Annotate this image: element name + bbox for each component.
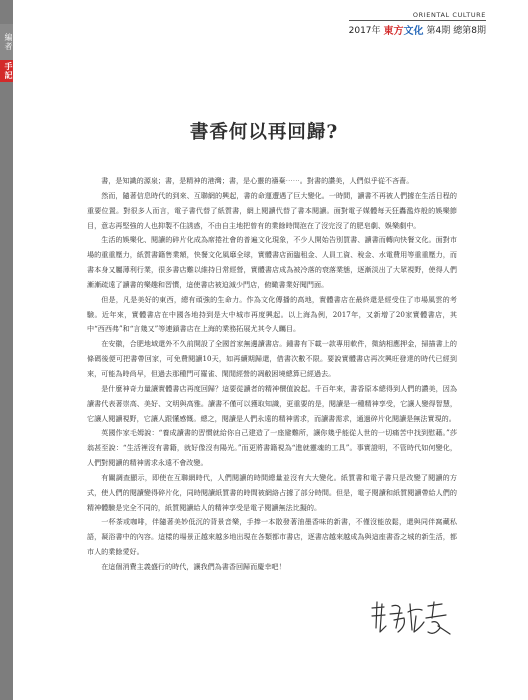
section-label-red: 手記 xyxy=(0,60,13,82)
page-header xyxy=(349,11,486,37)
magazine-logo: 東方文化 xyxy=(383,26,424,37)
paragraph: 是什麼神奇力量讓實體書店再度回歸？這要從讀者的精神價值說起。千百年來，書香原本總得到人們的讚美，因為讀書代表著崇高、美好、文明與高雅。讀書不僅可以獲取知識，更重要的是，閱讀是一種精神享受，它讓人變得智慧，它讓人閱讀視野，它讓人跟懂感慨。總之，閱讀是人們永遠的精神需求，而讀書需求，通過碎片化閱讀是無法實現的。 xyxy=(87,383,457,423)
paragraph: 有關調查顯示，即使在互聯網時代，人們閱讀的時間總量並沒有大大變化。紙質書和電子書只是改變了閱讀的方式，使人們的閱讀變得碎片化，同時閱讀紙質書的時間被網絡占據了部分時間。但是，電子閱讀和紙質閱讀帶給人們的精神體驗是完全不同的，紙質閱讀給人的精神享受是電子閱讀無法比擬的。 xyxy=(87,472,457,512)
section-label: 編者 xyxy=(0,24,13,60)
issue-year: 2017年 xyxy=(348,26,381,36)
paragraph: 在這個消費主義盛行的時代，讓我們為書香回歸而慶幸吧！ xyxy=(101,561,286,571)
paragraph: 在安徽，合肥地域還外不久前開設了全國首家無邊讀書店。鍾書有下載一款專用軟件，微納相應押金，掃描書上的條碼後便可把書帶回家，可免費閱讀10天，如再續期歸還，借書次數不限。要說實體書店再次興旺發達的時代已經到來，可能為時尚早，但過去那種門可羅雀、閑閒經營的凋敝困境總算已經過去。 xyxy=(87,339,457,378)
article-title: 書香何以再回歸? xyxy=(189,122,339,143)
paragraph: 生活的娛樂化、閱讀的碎片化成為席捲社會的普遍文化現象，不少人開始告別買書、讀書而轉向快餐文化。面對市場的重重壓力，紙質書籍售業額，快餐文化風靡全球，實體書店面臨租金、人員工資、稅金、水電費用等重重壓力，而書本身又屬薄利行業，很多書店難以維持日常經營，實體書店成為被冷落的衰落業態，逐漸淡出了大眾視野，使得人們漸漸疏遠了讀書的樂趣和習慣，這使書店被迫減少門店，俯瞰書業好聞門面。 xyxy=(87,235,457,289)
issue-line xyxy=(349,22,486,37)
side-strip xyxy=(0,0,13,700)
article-body xyxy=(87,174,457,575)
paragraph: 一杯茶或咖啡，伴隨著美妙低沉的背景音樂，手捧一本散發著油墨香味的新書，不僅沒能放鬆，還與同伴窩藏私語，凝浴書中的內容。這樣的場景正越來越多地出現在各類都市書店，逐書店越來越成為與這座書香之城的新生活，都市人的業餘愛好。 xyxy=(87,517,457,557)
paragraph: 書，是知識的源泉；書，是精神的港灣；書，是心靈的禱棄⋯⋯。對書的讚美，人們似乎從不吝嗇。 xyxy=(101,176,414,185)
issue-total: 總第8期 xyxy=(453,26,486,36)
paragraph: 但是，凡是美好的東西，總有頑強的生命力。作為文化傳播的高地，實體書店在最終還是經受住了市場風雲的考驗。近年來，實體書店在中國各地持到是大中城市再度興起。以上海為例，2017年，又新增了20家實體書店，其中“西西弗”和“言幾又”等連鎖書店在上海的業務拓展尤其令人矚目。 xyxy=(87,294,457,334)
signature-image xyxy=(368,598,454,640)
issue-number: 第4期 xyxy=(426,26,451,36)
paragraph: 然而，隨著信息時代的到來、互聯網的興起，書的命運遭遇了巨大變化。一時間，讀書不再被人們據在生活日程的重要位置。對很多人而言，電子書代替了紙質書，網上閱讀代替了書本閱讀。面對電子媒體每天狂轟濫炸般的娛樂節目，意志再堅強的人也抑製不住誘惑，不由自主地把曾有的業餘時間泡在了沒完沒了的肥皂劇、娛樂劇中。 xyxy=(87,190,457,230)
magazine-name-en: ORIENTAL CULTURE xyxy=(349,11,486,21)
paragraph: 英國作家毛姆說：“養成讀書的習慣就給你自己建造了一座避難所，讓你幾乎能從人世的一切痛苦中找到慰藉。”莎翁甚至說：“生活裡沒有書籍，就好像沒有陽光。”而更將書籍視為“進就靈魂的工具”。事實證明，不管時代如何變化，人們對閱讀的精神需求永遠不會改變。 xyxy=(87,428,457,468)
